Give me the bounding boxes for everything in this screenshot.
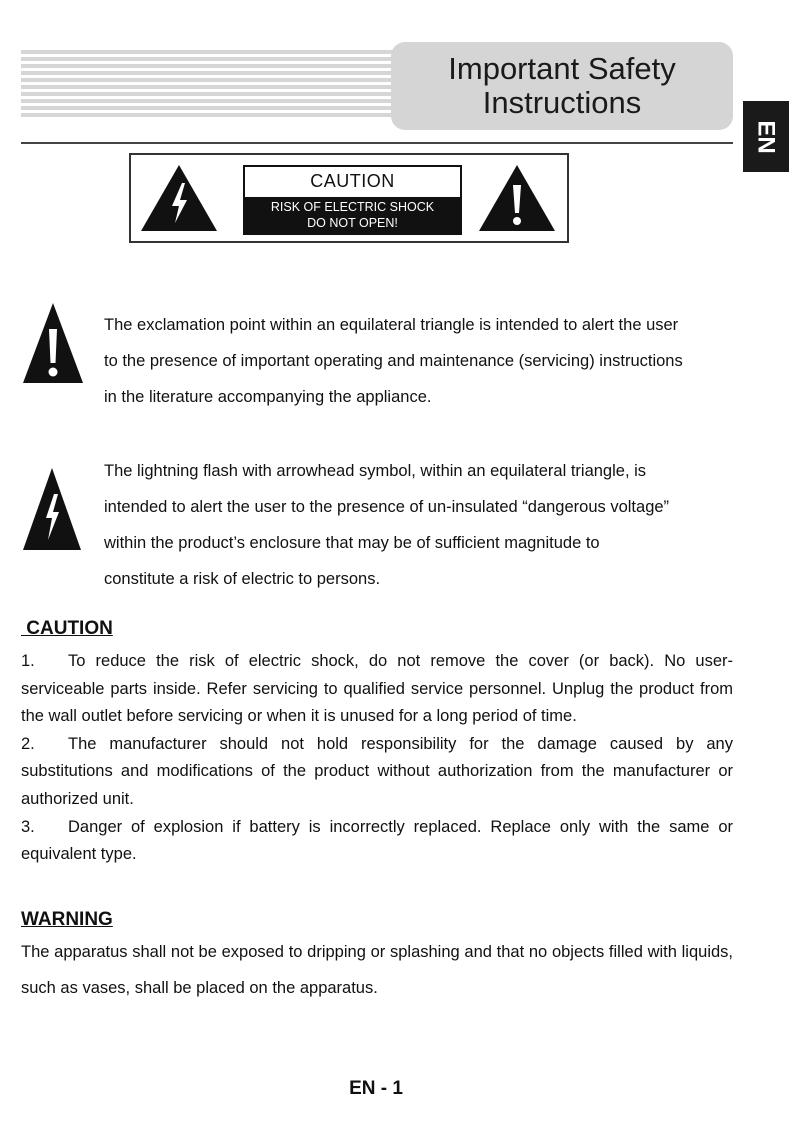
caution-label-warning [245,197,460,233]
header-stripes [21,50,396,120]
caution-list [21,648,733,869]
exclamation-explanation [104,307,754,415]
language-tab [743,101,789,172]
warning-text [21,934,733,1006]
caution-heading: CAUTION [21,618,113,639]
caution-label-line1: RISK OF ELECTRIC SHOCK [270,200,435,214]
lightning-explanation [104,453,754,597]
exclamation-warning-icon [477,163,557,233]
lightning-line3: within the product’s enclosure that may be of sufficient magnitude to [104,534,600,552]
lightning-line1: The lightning flash with arrowhead symbol, within an equilateral triangle, is [104,462,647,480]
header-rule [21,142,733,144]
page-title-line2: Instructions [482,85,642,120]
lightning-line4: constitute a risk of electric to persons. [104,570,381,588]
exclamation-line3: in the literature accompanying the appliance. [104,388,432,406]
page-number: EN - 1 [349,1078,403,1099]
caution-label-title: CAUTION [310,171,395,191]
exclamation-triangle-icon [21,301,85,385]
lightning-triangle-icon [21,466,83,552]
warning-heading: WARNING [21,909,113,930]
page-title [391,42,733,130]
lightning-warning-icon [139,163,219,233]
language-tab-label: EN [753,119,780,154]
caution-item: 3. Danger of explosion if battery is incorrectly replaced. Replace only with the same or equivalent type. [21,817,733,864]
caution-label-line2: DO NOT OPEN! [307,216,398,230]
caution-label-box [243,165,462,235]
page-title-line1: Important Safety [448,51,676,86]
warning-paragraph: The apparatus shall not be exposed to dripping or splashing and that no objects filled with liquids, such as vases, shall be placed on the apparatus. [21,943,733,997]
caution-item: 2. The manufacturer should not hold responsibility for the damage caused by any substitutions and modifications of the product without authorization from the manufacturer or authorized unit. [21,734,733,808]
caution-label-graphic [129,153,569,243]
caution-item: 1. To reduce the risk of electric shock, do not remove the cover (or back). No user-serviceable parts inside. Refer servicing to qualified service personnel. Unplug the product from the wall outlet before servicing or when it is unused for a long period of time. [21,652,733,726]
exclamation-line2: to the presence of important operating and maintenance (servicing) instructions [104,352,683,370]
exclamation-line1: The exclamation point within an equilateral triangle is intended to alert the user [104,316,679,334]
lightning-line2: intended to alert the user to the presence of un-insulated “dangerous voltage” [104,498,670,516]
